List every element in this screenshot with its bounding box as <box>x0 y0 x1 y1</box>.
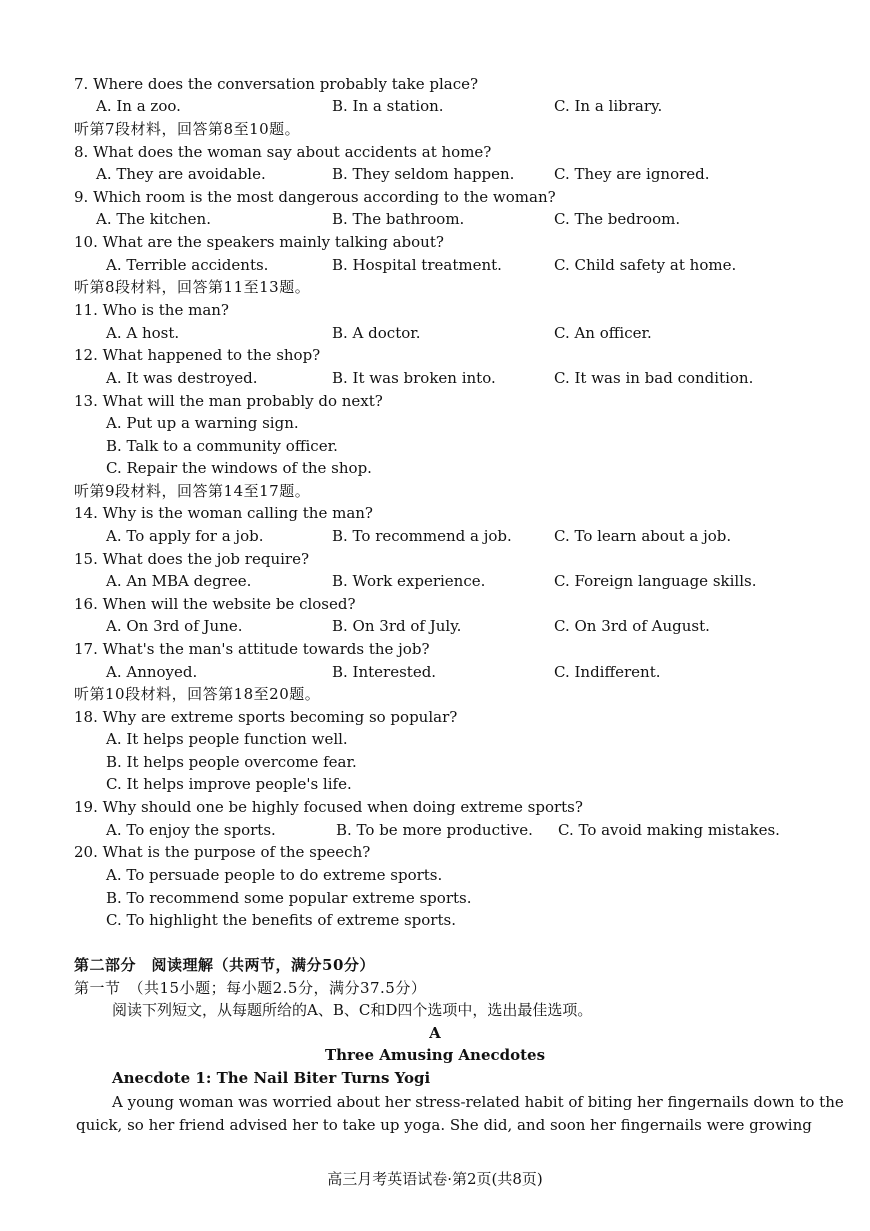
question-20-option-c: C. To highlight the benefits of extreme sports. <box>106 911 456 929</box>
section-heading-9: 听第9段材料，回答第14至17题。 <box>74 482 311 500</box>
option-c: C. It was in bad condition. <box>554 369 754 387</box>
question-12-options <box>0 367 870 389</box>
question-18-option-a: A. It helps people function well. <box>106 730 348 748</box>
question-20: 20. What is the purpose of the speech? <box>74 843 371 861</box>
question-7 <box>0 73 870 95</box>
question-15: 15. What does the job require? <box>74 550 309 568</box>
question-18-option-b: B. It helps people overcome fear. <box>106 753 357 771</box>
question-18-option-c: C. It helps improve people's life. <box>106 775 352 793</box>
question-8: 8. What does the woman say about accidents at home? <box>74 143 492 161</box>
question-7-options <box>0 95 870 117</box>
question-19: 19. Why should one be highly focused when doing extreme sports? <box>74 798 583 816</box>
option-a: A. A host. <box>106 324 180 342</box>
option-c: C. They are ignored. <box>554 165 710 183</box>
option-a: A. Annoyed. <box>106 663 198 681</box>
question-11-options <box>0 322 870 344</box>
option-b: B. The bathroom. <box>332 210 465 228</box>
option-a: A. In a zoo. <box>96 97 181 115</box>
option-a: A. They are avoidable. <box>96 165 266 183</box>
reading-instructions: 阅读下列短文，从每题所给的A、B、C和D四个选项中，选出最佳选项。 <box>112 1001 593 1019</box>
option-b: B. Interested. <box>332 663 437 681</box>
option-c: C. To avoid making mistakes. <box>558 821 780 839</box>
question-text: 7. Where does the conversation probably take place? <box>74 75 479 93</box>
question-12: 12. What happened to the shop? <box>74 346 321 364</box>
question-9: 9. Which room is the most dangerous according to the woman? <box>74 188 556 206</box>
question-19-options <box>0 819 870 841</box>
option-a: A. It was destroyed. <box>106 369 258 387</box>
question-16: 16. When will the website be closed? <box>74 595 356 613</box>
option-a: A. The kitchen. <box>96 210 211 228</box>
question-14-options <box>0 525 870 547</box>
anecdote-1-text-line-1: A young woman was worried about her stress-related habit of biting her fingernails down to the <box>112 1093 844 1111</box>
question-20-option-a: A. To persuade people to do extreme sports. <box>106 866 443 884</box>
page-footer: 高三月考英语试卷·第2页(共8页) <box>327 1170 543 1188</box>
part-two-title: 第二部分 阅读理解（共两节，满分50分） <box>74 956 375 974</box>
question-13-option-a: A. Put up a warning sign. <box>106 414 299 432</box>
option-c: C. The bedroom. <box>554 210 681 228</box>
option-c: C. An officer. <box>554 324 652 342</box>
option-c: C. Child safety at home. <box>554 256 737 274</box>
option-c: C. In a library. <box>554 97 663 115</box>
option-b: B. To recommend a job. <box>332 527 512 545</box>
question-20-option-b: B. To recommend some popular extreme sports. <box>106 889 472 907</box>
option-c: C. Foreign language skills. <box>554 572 757 590</box>
question-13-option-c: C. Repair the windows of the shop. <box>106 459 372 477</box>
question-13: 13. What will the man probably do next? <box>74 392 383 410</box>
question-14: 14. Why is the woman calling the man? <box>74 504 373 522</box>
question-8-options <box>0 163 870 185</box>
question-11: 11. Who is the man? <box>74 301 229 319</box>
section-heading-10: 听第10段材料，回答第18至20题。 <box>74 685 321 703</box>
passage-letter: A <box>429 1024 441 1042</box>
section-one-title: 第一节 （共15小题；每小题2.5分，满分37.5分） <box>74 979 427 997</box>
option-a: A. Terrible accidents. <box>106 256 269 274</box>
option-b: B. Work experience. <box>332 572 486 590</box>
question-16-options <box>0 615 870 637</box>
section-heading-7: 听第7段材料，回答第8至10题。 <box>74 120 301 138</box>
option-b: B. It was broken into. <box>332 369 496 387</box>
option-b: B. A doctor. <box>332 324 421 342</box>
question-18: 18. Why are extreme sports becoming so popular? <box>74 708 458 726</box>
question-13-option-b: B. Talk to a community officer. <box>106 437 338 455</box>
question-9-options <box>0 208 870 230</box>
option-b: B. To be more productive. <box>336 821 533 839</box>
anecdote-1-title: Anecdote 1: The Nail Biter Turns Yogi <box>112 1069 431 1087</box>
option-c: C. On 3rd of August. <box>554 617 710 635</box>
option-c: C. Indifferent. <box>554 663 661 681</box>
question-10: 10. What are the speakers mainly talking about? <box>74 233 444 251</box>
option-b: B. On 3rd of July. <box>332 617 462 635</box>
option-b: B. In a station. <box>332 97 444 115</box>
section-heading-8: 听第8段材料，回答第11至13题。 <box>74 278 311 296</box>
option-b: B. Hospital treatment. <box>332 256 502 274</box>
question-15-options <box>0 570 870 592</box>
option-c: C. To learn about a job. <box>554 527 732 545</box>
option-a: A. To apply for a job. <box>106 527 264 545</box>
option-a: A. An MBA degree. <box>106 572 252 590</box>
anecdote-1-text-line-2: quick, so her friend advised her to take up yoga. She did, and soon her fingernails were growing <box>76 1116 812 1134</box>
option-a: A. To enjoy the sports. <box>106 821 276 839</box>
question-17-options <box>0 661 870 683</box>
option-a: A. On 3rd of June. <box>106 617 243 635</box>
option-b: B. They seldom happen. <box>332 165 515 183</box>
question-10-options <box>0 254 870 276</box>
passage-title: Three Amusing Anecdotes <box>324 1046 546 1064</box>
question-17: 17. What's the man's attitude towards the job? <box>74 640 430 658</box>
